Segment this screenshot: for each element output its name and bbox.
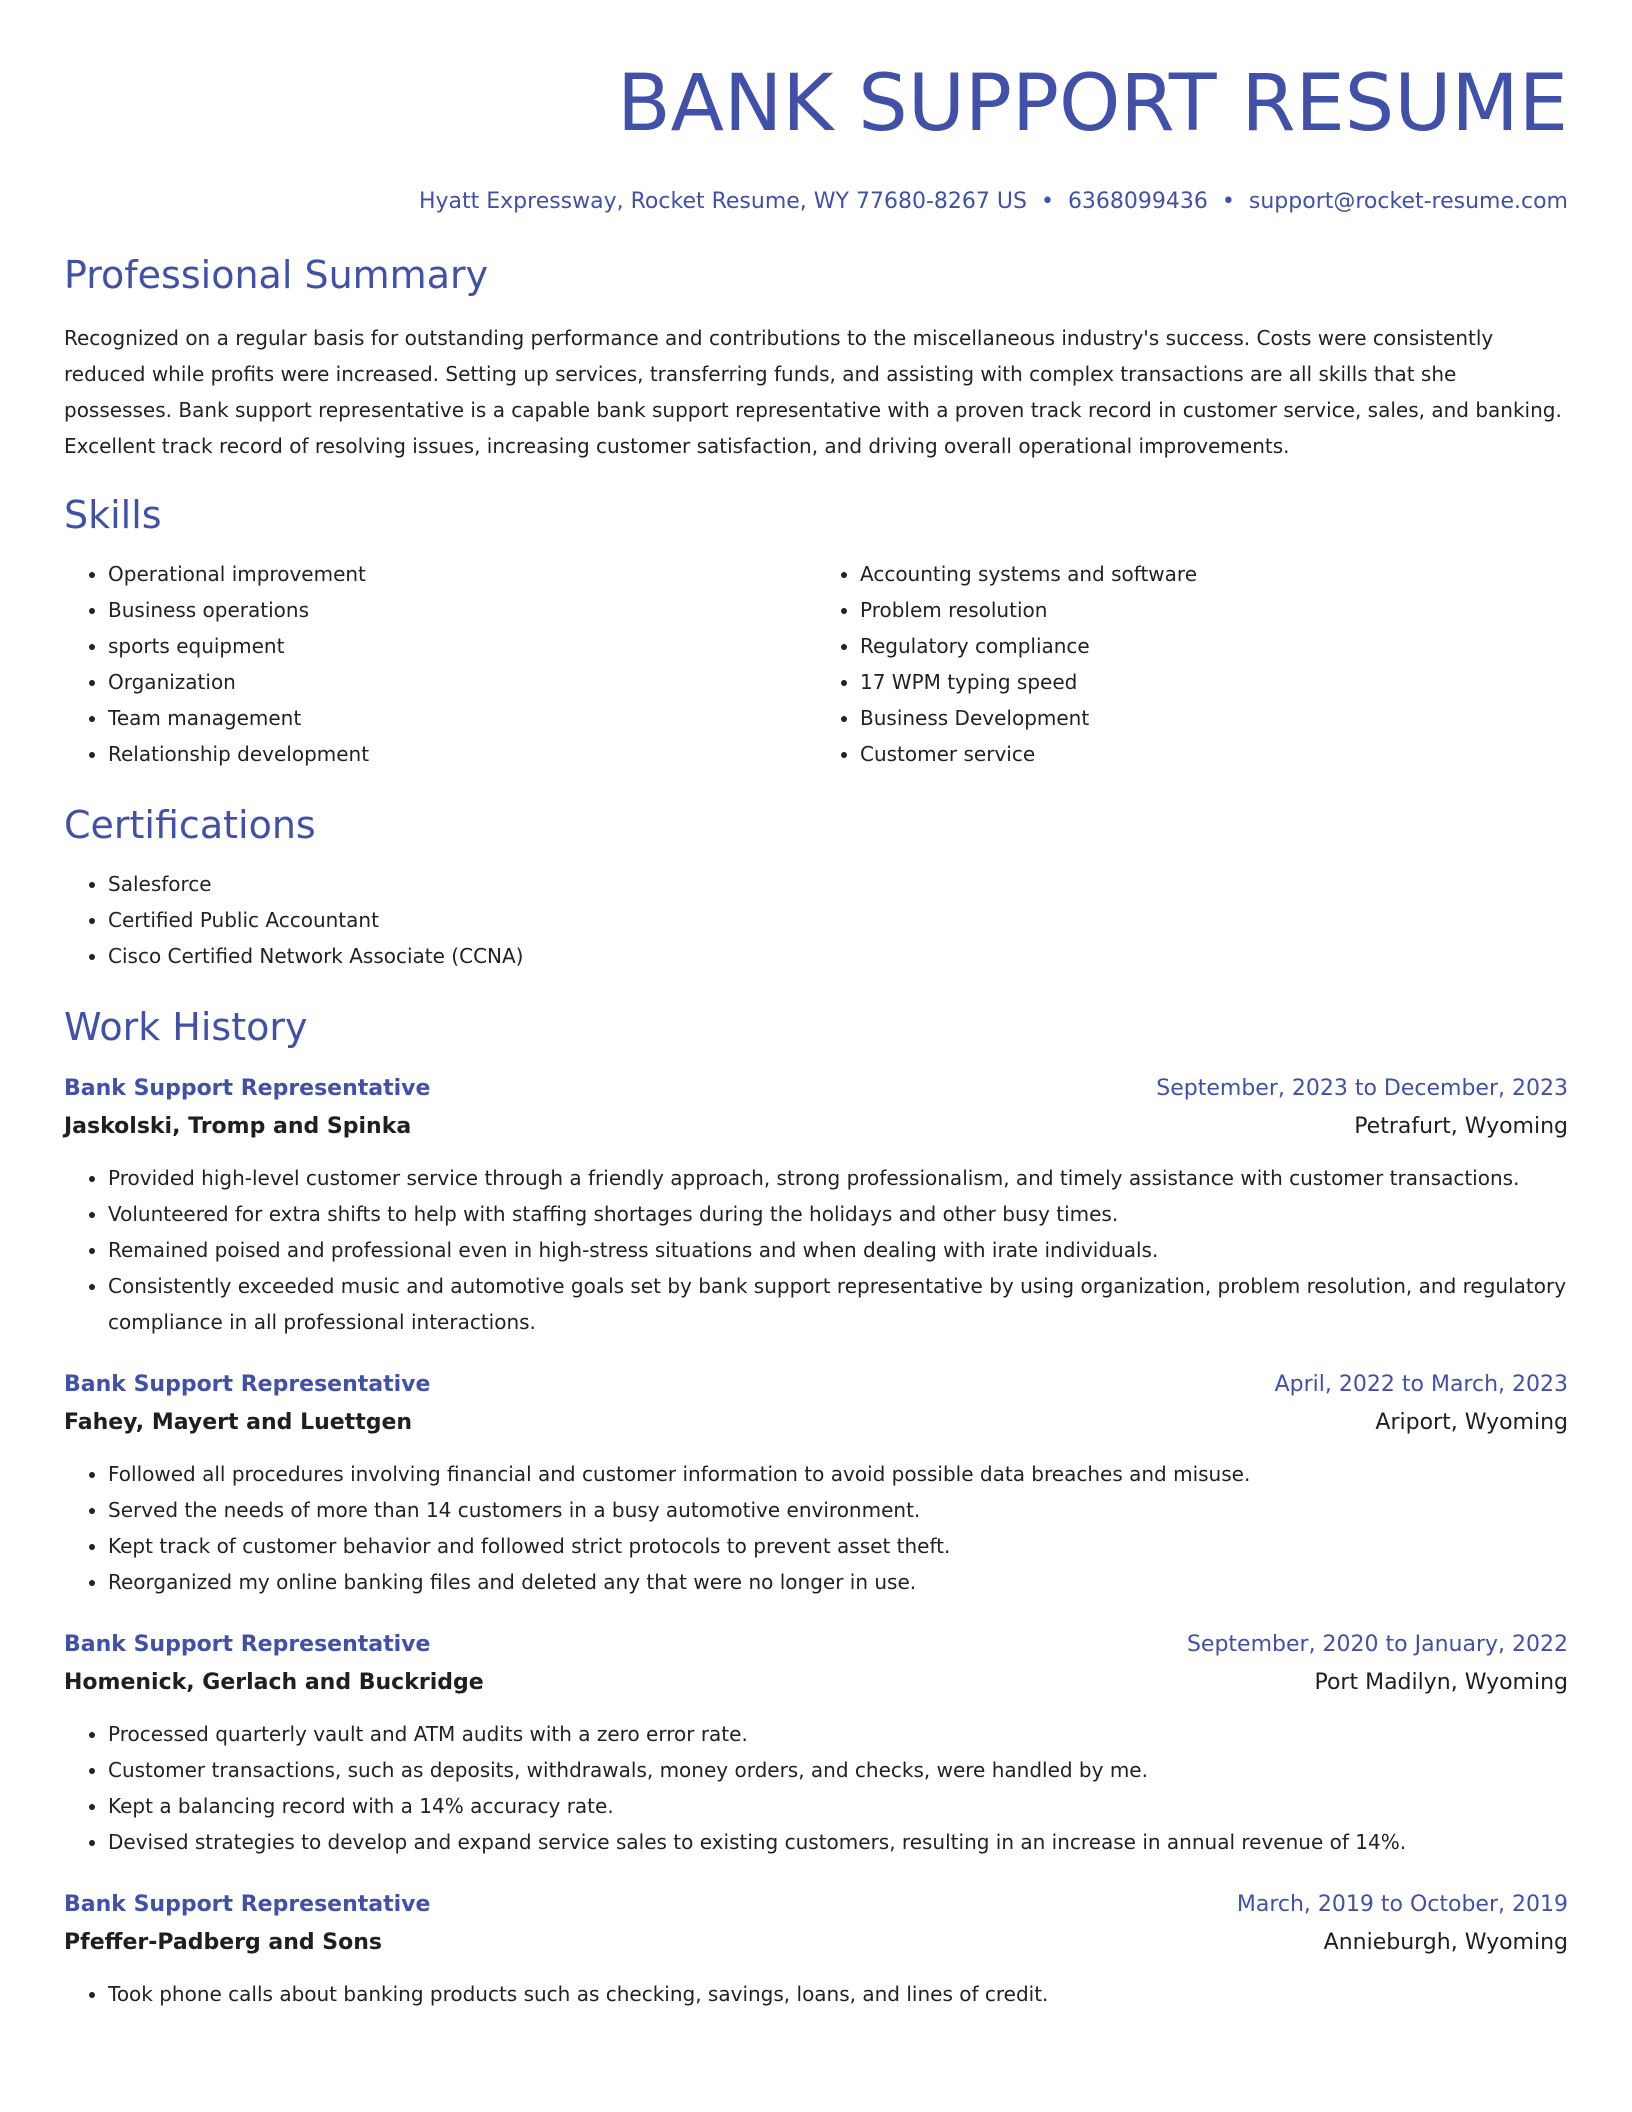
- job-location: Port Madilyn, Wyoming: [1314, 1670, 1568, 1695]
- job-company-row: [64, 1664, 1568, 1702]
- skill-item: • Problem resolution: [860, 592, 1568, 628]
- skill-item: • Operational improvement: [108, 556, 816, 592]
- skill-item: • Relationship development: [108, 736, 816, 772]
- job-company-row: [64, 1108, 1568, 1146]
- contact-line: [64, 184, 1568, 220]
- job-company-row: [64, 1404, 1568, 1442]
- skills-column-right: [816, 556, 1568, 772]
- certification-item: • Certified Public Accountant: [108, 902, 1568, 938]
- certification-item: • Salesforce: [108, 866, 1568, 902]
- job-title: Bank Support Representative: [64, 1892, 431, 1917]
- job-title-row: [64, 1366, 1568, 1404]
- job-company: Fahey, Mayert and Luettgen: [64, 1410, 413, 1435]
- job-entry: [64, 1070, 1568, 1340]
- job-title-row: [64, 1886, 1568, 1924]
- job-company-row: [64, 1924, 1568, 1962]
- skill-item: • Team management: [108, 700, 816, 736]
- job-bullet: • Kept track of customer behavior and followed strict protocols to prevent asset theft.: [108, 1528, 1568, 1564]
- job-bullet: • Consistently exceeded music and automotive goals set by bank support representative by using organization, problem resolution, and regulatory compliance in all professional interactions.: [108, 1268, 1568, 1340]
- job-entry: [64, 1886, 1568, 2012]
- job-location: Petrafurt, Wyoming: [1354, 1114, 1568, 1139]
- job-bullets: [64, 1976, 1568, 2012]
- resume-header: [64, 0, 1568, 220]
- job-dates: March, 2019 to October, 2019: [1236, 1892, 1568, 1917]
- summary-section: [64, 250, 1568, 464]
- job-bullet: • Reorganized my online banking files and deleted any that were no longer in use.: [108, 1564, 1568, 1600]
- job-company: Jaskolski, Tromp and Spinka: [64, 1114, 412, 1139]
- certifications-section: [64, 800, 1568, 974]
- summary-heading: Professional Summary: [64, 253, 489, 297]
- job-bullet: • Served the needs of more than 14 customers in a busy automotive environment.: [108, 1492, 1568, 1528]
- job-entry: [64, 1626, 1568, 1860]
- job-title: Bank Support Representative: [64, 1632, 431, 1657]
- job-title: Bank Support Representative: [64, 1372, 431, 1397]
- job-bullet: • Devised strategies to develop and expand service sales to existing customers, resulting in an increase in annual revenue of 14%.: [108, 1824, 1568, 1860]
- resume-name: BANK SUPPORT RESUME: [617, 59, 1568, 149]
- certifications-heading: Certifications: [64, 803, 316, 847]
- job-dates: September, 2020 to January, 2022: [1186, 1632, 1568, 1657]
- skill-item: • Organization: [108, 664, 816, 700]
- job-dates: April, 2022 to March, 2023: [1274, 1372, 1568, 1397]
- skills-grid: [64, 556, 1568, 772]
- job-location: Annieburgh, Wyoming: [1323, 1930, 1568, 1955]
- job-entry: [64, 1366, 1568, 1600]
- contact-separator: •: [1221, 189, 1235, 214]
- skill-item: • Business operations: [108, 592, 816, 628]
- job-company: Homenick, Gerlach and Buckridge: [64, 1670, 484, 1695]
- skills-column-left: [64, 556, 816, 772]
- skill-item: • Business Development: [860, 700, 1568, 736]
- contact-email: support@rocket-resume.com: [1248, 189, 1568, 214]
- job-bullet: • Followed all procedures involving financial and customer information to avoid possible data breaches and misuse.: [108, 1456, 1568, 1492]
- job-company: Pfeffer-Padberg and Sons: [64, 1930, 383, 1955]
- certifications-list: [64, 866, 1568, 974]
- job-title-row: [64, 1070, 1568, 1108]
- job-bullet: • Remained poised and professional even in high-stress situations and when dealing with irate individuals.: [108, 1232, 1568, 1268]
- skills-section: [64, 490, 1568, 772]
- job-bullets: [64, 1160, 1568, 1340]
- job-title: Bank Support Representative: [64, 1076, 431, 1101]
- work-history-heading: Work History: [64, 1005, 308, 1049]
- resume-page: [64, 0, 1568, 2012]
- job-bullet: • Processed quarterly vault and ATM audits with a zero error rate.: [108, 1716, 1568, 1752]
- skill-item: • sports equipment: [108, 628, 816, 664]
- job-bullets: [64, 1456, 1568, 1600]
- job-bullet: • Provided high-level customer service through a friendly approach, strong professionalism, and timely assistance with customer transactions.: [108, 1160, 1568, 1196]
- contact-phone: 6368099436: [1067, 189, 1208, 214]
- work-history-section: [64, 1002, 1568, 2012]
- skills-heading: Skills: [64, 493, 162, 537]
- job-dates: September, 2023 to December, 2023: [1156, 1076, 1568, 1101]
- skill-item: • Accounting systems and software: [860, 556, 1568, 592]
- contact-separator: •: [1040, 189, 1054, 214]
- job-bullet: • Took phone calls about banking products such as checking, savings, loans, and lines of credit.: [108, 1976, 1568, 2012]
- job-bullet: • Customer transactions, such as deposits, withdrawals, money orders, and checks, were handled by me.: [108, 1752, 1568, 1788]
- contact-address: Hyatt Expressway, Rocket Resume, WY 77680-8267 US: [418, 189, 1027, 214]
- job-bullets: [64, 1716, 1568, 1860]
- job-bullet: • Volunteered for extra shifts to help with staffing shortages during the holidays and other busy times.: [108, 1196, 1568, 1232]
- summary-text: Recognized on a regular basis for outstanding performance and contributions to the miscellaneous industry's success. Costs were consistently reduced while profits were increased. Setting up services, transferring funds, and assisting with complex transactions are all skills that she possesses. Bank support representative is a capable bank support representative with a proven track record in customer service, sales, and banking. Excellent track record of resolving issues, increasing customer satisfaction, and driving overall operational improvements.: [64, 326, 1562, 458]
- job-bullet: • Kept a balancing record with a 14% accuracy rate.: [108, 1788, 1568, 1824]
- skill-item: • 17 WPM typing speed: [860, 664, 1568, 700]
- job-location: Ariport, Wyoming: [1375, 1410, 1568, 1435]
- certification-item: • Cisco Certified Network Associate (CCNA): [108, 938, 1568, 974]
- skill-item: • Customer service: [860, 736, 1568, 772]
- job-title-row: [64, 1626, 1568, 1664]
- skill-item: • Regulatory compliance: [860, 628, 1568, 664]
